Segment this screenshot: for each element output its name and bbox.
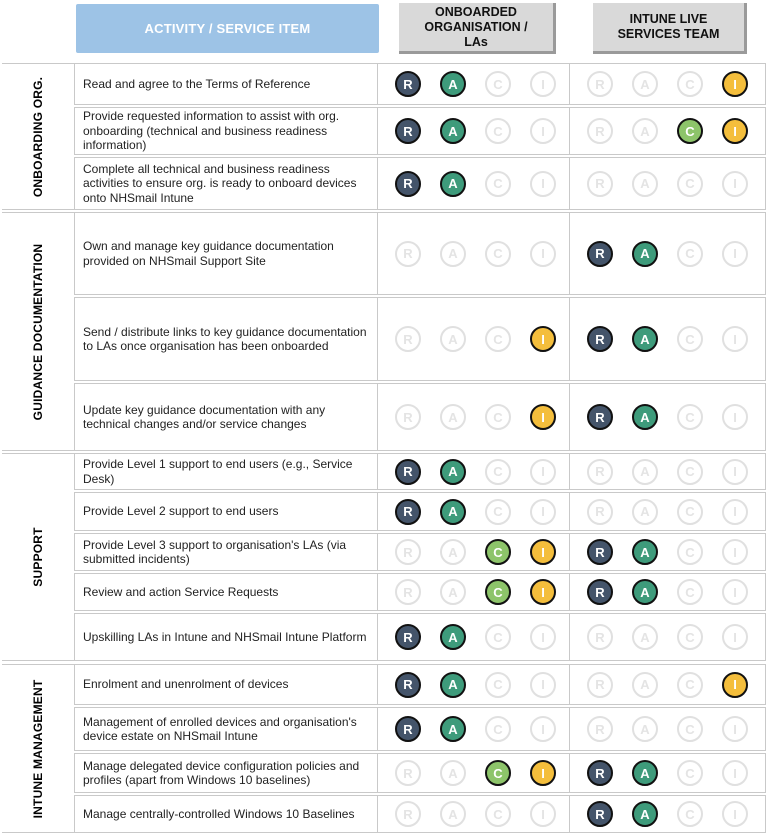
- section-support: [2, 453, 74, 661]
- intune-raci-cell: [570, 384, 766, 450]
- intune-header-line-1: INTUNE LIVE: [629, 12, 708, 26]
- raci-i-circle-inactive: I: [530, 241, 556, 267]
- raci-r-circle-active: R: [587, 760, 613, 786]
- raci-c-circle-inactive: C: [677, 801, 703, 827]
- raci-r-circle-active: R: [395, 716, 421, 742]
- activity-column-header: [76, 4, 379, 53]
- raci-a-circle-inactive: A: [440, 539, 466, 565]
- onboarded-organisation-header: [399, 3, 556, 54]
- raci-a-circle-active: A: [632, 539, 658, 565]
- table-row: [74, 573, 766, 611]
- raci-c-circle-inactive: C: [677, 760, 703, 786]
- onboarded-raci-cell: [378, 534, 570, 570]
- raci-i-circle-inactive: I: [722, 404, 748, 430]
- raci-a-circle-inactive: A: [440, 579, 466, 605]
- raci-a-circle-inactive: A: [632, 459, 658, 485]
- activity-header-label: ACTIVITY / SERVICE ITEM: [144, 21, 311, 36]
- raci-i-circle-active: I: [722, 118, 748, 144]
- table-row: [74, 453, 766, 490]
- raci-i-circle-inactive: I: [530, 624, 556, 650]
- onboarded-header-line-1: ONBOARDED: [435, 4, 517, 19]
- raci-c-circle-inactive: C: [677, 672, 703, 698]
- raci-c-circle-inactive: C: [485, 672, 511, 698]
- raci-r-circle-active: R: [395, 499, 421, 525]
- onboarded-raci-cell: [378, 708, 570, 750]
- onboarded-raci-cell: [378, 213, 570, 294]
- section-label: ONBOARDING ORG.: [31, 76, 45, 197]
- raci-r-circle-inactive: R: [587, 672, 613, 698]
- table-row: [74, 753, 766, 793]
- raci-r-circle-active: R: [587, 801, 613, 827]
- raci-r-circle-inactive: R: [587, 459, 613, 485]
- raci-a-circle-active: A: [440, 171, 466, 197]
- activity-text: Management of enrolled devices and organisation's device estate on NHSmail Intune: [83, 714, 357, 743]
- raci-i-circle-active: I: [530, 404, 556, 430]
- raci-i-circle-inactive: I: [530, 716, 556, 742]
- raci-i-circle-active: I: [530, 539, 556, 565]
- raci-a-circle-inactive: A: [440, 326, 466, 352]
- activity-text: Manage centrally-controlled Windows 10 Baselines: [83, 806, 355, 821]
- activity-text: Enrolment and unenrolment of devices: [83, 677, 289, 692]
- raci-r-circle-inactive: R: [395, 579, 421, 605]
- raci-r-circle-inactive: R: [395, 404, 421, 430]
- activity-text: Upskilling LAs in Intune and NHSmail Intune Platform: [83, 629, 367, 644]
- activity-text: Review and action Service Requests: [83, 584, 279, 599]
- raci-c-circle-inactive: C: [485, 716, 511, 742]
- intune-raci-cell: [570, 64, 766, 104]
- raci-i-circle-inactive: I: [722, 326, 748, 352]
- intune-raci-cell: [570, 754, 766, 792]
- raci-i-circle-active: I: [722, 672, 748, 698]
- activity-text: Complete all technical and business readiness activities to ensure org. is ready to onboard devices onto NHSmail Intune: [83, 161, 357, 205]
- raci-r-circle-inactive: R: [395, 241, 421, 267]
- activity-cell: [74, 298, 378, 380]
- raci-a-circle-inactive: A: [632, 171, 658, 197]
- raci-a-circle-inactive: A: [632, 624, 658, 650]
- raci-c-circle-inactive: C: [485, 404, 511, 430]
- raci-r-circle-active: R: [395, 459, 421, 485]
- table-row: [74, 664, 766, 705]
- activity-text: Provide Level 3 support to organisation's LAs (via submitted incidents): [83, 537, 347, 566]
- onboarded-raci-cell: [378, 454, 570, 489]
- raci-i-circle-inactive: I: [722, 171, 748, 197]
- raci-r-circle-active: R: [395, 624, 421, 650]
- activity-cell: [74, 614, 378, 660]
- raci-a-circle-active: A: [632, 801, 658, 827]
- raci-a-circle-inactive: A: [440, 404, 466, 430]
- raci-a-circle-active: A: [632, 579, 658, 605]
- raci-i-circle-inactive: I: [530, 801, 556, 827]
- raci-i-circle-inactive: I: [530, 118, 556, 144]
- raci-a-circle-active: A: [440, 459, 466, 485]
- raci-i-circle-inactive: I: [530, 459, 556, 485]
- raci-r-circle-active: R: [587, 326, 613, 352]
- raci-i-circle-inactive: I: [722, 624, 748, 650]
- intune-raci-cell: [570, 534, 766, 570]
- onboarded-raci-cell: [378, 158, 570, 209]
- intune-raci-cell: [570, 708, 766, 750]
- raci-r-circle-inactive: R: [587, 171, 613, 197]
- activity-cell: [74, 574, 378, 610]
- raci-a-circle-inactive: A: [632, 499, 658, 525]
- raci-i-circle-inactive: I: [530, 171, 556, 197]
- raci-a-circle-active: A: [440, 118, 466, 144]
- raci-i-circle-active: I: [722, 71, 748, 97]
- activity-cell: [74, 708, 378, 750]
- onboarded-raci-cell: [378, 108, 570, 154]
- raci-r-circle-active: R: [395, 118, 421, 144]
- raci-c-circle-inactive: C: [677, 624, 703, 650]
- activity-cell: [74, 64, 378, 104]
- activity-cell: [74, 454, 378, 489]
- raci-i-circle-inactive: I: [530, 499, 556, 525]
- intune-header-line-2: SERVICES TEAM: [617, 27, 720, 41]
- raci-i-circle-inactive: I: [530, 672, 556, 698]
- raci-i-circle-inactive: I: [722, 579, 748, 605]
- raci-c-circle-inactive: C: [677, 499, 703, 525]
- raci-a-circle-inactive: A: [440, 241, 466, 267]
- raci-a-circle-inactive: A: [632, 71, 658, 97]
- table-row: [74, 707, 766, 751]
- onboarded-raci-cell: [378, 298, 570, 380]
- onboarded-raci-cell: [378, 614, 570, 660]
- onboarded-raci-cell: [378, 796, 570, 832]
- raci-c-circle-inactive: C: [677, 71, 703, 97]
- table-row: [74, 63, 766, 105]
- raci-c-circle-active: C: [485, 579, 511, 605]
- raci-r-circle-inactive: R: [587, 118, 613, 144]
- activity-cell: [74, 796, 378, 832]
- activity-text: Send / distribute links to key guidance documentation to LAs once organisation has been onboarded: [83, 324, 367, 353]
- table-row: [74, 212, 766, 295]
- raci-c-circle-inactive: C: [677, 171, 703, 197]
- raci-r-circle-active: R: [395, 672, 421, 698]
- raci-r-circle-active: R: [395, 71, 421, 97]
- raci-a-circle-active: A: [440, 71, 466, 97]
- raci-a-circle-inactive: A: [632, 672, 658, 698]
- raci-a-circle-active: A: [440, 624, 466, 650]
- raci-c-circle-inactive: C: [485, 171, 511, 197]
- intune-raci-cell: [570, 108, 766, 154]
- raci-a-circle-active: A: [632, 241, 658, 267]
- raci-c-circle-active: C: [485, 760, 511, 786]
- table-row: [74, 613, 766, 661]
- raci-a-circle-inactive: A: [440, 801, 466, 827]
- onboarded-raci-cell: [378, 574, 570, 610]
- intune-raci-cell: [570, 665, 766, 704]
- raci-c-circle-inactive: C: [677, 459, 703, 485]
- raci-c-circle-inactive: C: [485, 801, 511, 827]
- activity-text: Provide Level 2 support to end users: [83, 504, 279, 519]
- activity-cell: [74, 213, 378, 294]
- raci-i-circle-inactive: I: [722, 499, 748, 525]
- intune-raci-cell: [570, 454, 766, 489]
- intune-raci-cell: [570, 298, 766, 380]
- raci-c-circle-inactive: C: [485, 499, 511, 525]
- table-row: [74, 383, 766, 451]
- raci-a-circle-inactive: A: [632, 716, 658, 742]
- raci-r-circle-inactive: R: [395, 760, 421, 786]
- raci-c-circle-inactive: C: [677, 326, 703, 352]
- raci-c-circle-inactive: C: [677, 716, 703, 742]
- intune-raci-cell: [570, 213, 766, 294]
- activity-text: Own and manage key guidance documentation provided on NHSmail Support Site: [83, 239, 334, 268]
- raci-c-circle-inactive: C: [485, 459, 511, 485]
- table-row: [74, 157, 766, 210]
- raci-a-circle-inactive: A: [440, 760, 466, 786]
- section-label: INTUNE MANAGEMENT: [31, 679, 45, 818]
- raci-i-circle-active: I: [530, 326, 556, 352]
- raci-i-circle-active: I: [530, 760, 556, 786]
- onboarded-raci-cell: [378, 384, 570, 450]
- raci-a-circle-active: A: [440, 499, 466, 525]
- raci-c-circle-inactive: C: [677, 539, 703, 565]
- raci-a-circle-active: A: [632, 760, 658, 786]
- table-row: [74, 533, 766, 571]
- intune-live-services-header: [593, 3, 747, 54]
- section-onboarding-org: [2, 63, 74, 210]
- section-label: GUIDANCE DOCUMENTATION: [31, 243, 45, 420]
- raci-i-circle-inactive: I: [722, 539, 748, 565]
- activity-text: Manage delegated device configuration policies and profiles (apart from Windows 10 baselines): [83, 758, 360, 787]
- raci-i-circle-inactive: I: [722, 459, 748, 485]
- activity-cell: [74, 493, 378, 530]
- table-row: [74, 107, 766, 155]
- raci-c-circle-active: C: [677, 118, 703, 144]
- onboarded-raci-cell: [378, 665, 570, 704]
- raci-r-circle-active: R: [587, 579, 613, 605]
- raci-r-circle-inactive: R: [587, 71, 613, 97]
- raci-c-circle-inactive: C: [485, 118, 511, 144]
- intune-raci-cell: [570, 796, 766, 832]
- raci-i-circle-active: I: [530, 579, 556, 605]
- section-intune-management: [2, 664, 74, 833]
- table-row: [74, 297, 766, 381]
- activity-cell: [74, 108, 378, 154]
- section-label: SUPPORT: [31, 527, 45, 587]
- raci-r-circle-inactive: R: [395, 801, 421, 827]
- raci-r-circle-active: R: [395, 171, 421, 197]
- raci-c-circle-inactive: C: [485, 71, 511, 97]
- activity-cell: [74, 158, 378, 209]
- raci-a-circle-active: A: [440, 716, 466, 742]
- onboarded-header-line-2: ORGANISATION /: [424, 19, 528, 34]
- activity-cell: [74, 754, 378, 792]
- activity-text: Read and agree to the Terms of Reference: [83, 76, 311, 91]
- onboarded-raci-cell: [378, 493, 570, 530]
- raci-c-circle-inactive: C: [485, 624, 511, 650]
- raci-c-circle-inactive: C: [485, 241, 511, 267]
- intune-raci-cell: [570, 158, 766, 209]
- raci-a-circle-active: A: [440, 672, 466, 698]
- raci-c-circle-inactive: C: [485, 326, 511, 352]
- raci-r-circle-active: R: [587, 404, 613, 430]
- raci-a-circle-active: A: [632, 326, 658, 352]
- onboarded-raci-cell: [378, 754, 570, 792]
- raci-r-circle-active: R: [587, 539, 613, 565]
- section-guidance-documentation: [2, 212, 74, 451]
- activity-cell: [74, 665, 378, 704]
- activity-text: Provide Level 1 support to end users (e.g., Service Desk): [83, 457, 353, 486]
- raci-i-circle-inactive: I: [722, 801, 748, 827]
- activity-text: Provide requested information to assist with org. onboarding (technical and business readiness information): [83, 109, 340, 153]
- raci-a-circle-inactive: A: [632, 118, 658, 144]
- table-row: [74, 795, 766, 833]
- raci-r-circle-inactive: R: [587, 716, 613, 742]
- raci-r-circle-inactive: R: [587, 499, 613, 525]
- raci-c-circle-active: C: [485, 539, 511, 565]
- raci-i-circle-inactive: I: [722, 716, 748, 742]
- raci-r-circle-inactive: R: [587, 624, 613, 650]
- onboarded-header-line-3: LAs: [464, 34, 488, 49]
- table-row: [74, 492, 766, 531]
- activity-text: Update key guidance documentation with any technical changes and/or service changes: [83, 402, 326, 431]
- raci-c-circle-inactive: C: [677, 404, 703, 430]
- activity-cell: [74, 384, 378, 450]
- raci-a-circle-active: A: [632, 404, 658, 430]
- intune-raci-cell: [570, 614, 766, 660]
- raci-c-circle-inactive: C: [677, 241, 703, 267]
- activity-cell: [74, 534, 378, 570]
- raci-r-circle-inactive: R: [395, 326, 421, 352]
- intune-raci-cell: [570, 493, 766, 530]
- onboarded-raci-cell: [378, 64, 570, 104]
- raci-r-circle-active: R: [587, 241, 613, 267]
- intune-raci-cell: [570, 574, 766, 610]
- raci-i-circle-inactive: I: [722, 760, 748, 786]
- raci-r-circle-inactive: R: [395, 539, 421, 565]
- raci-i-circle-inactive: I: [530, 71, 556, 97]
- raci-c-circle-inactive: C: [677, 579, 703, 605]
- raci-i-circle-inactive: I: [722, 241, 748, 267]
